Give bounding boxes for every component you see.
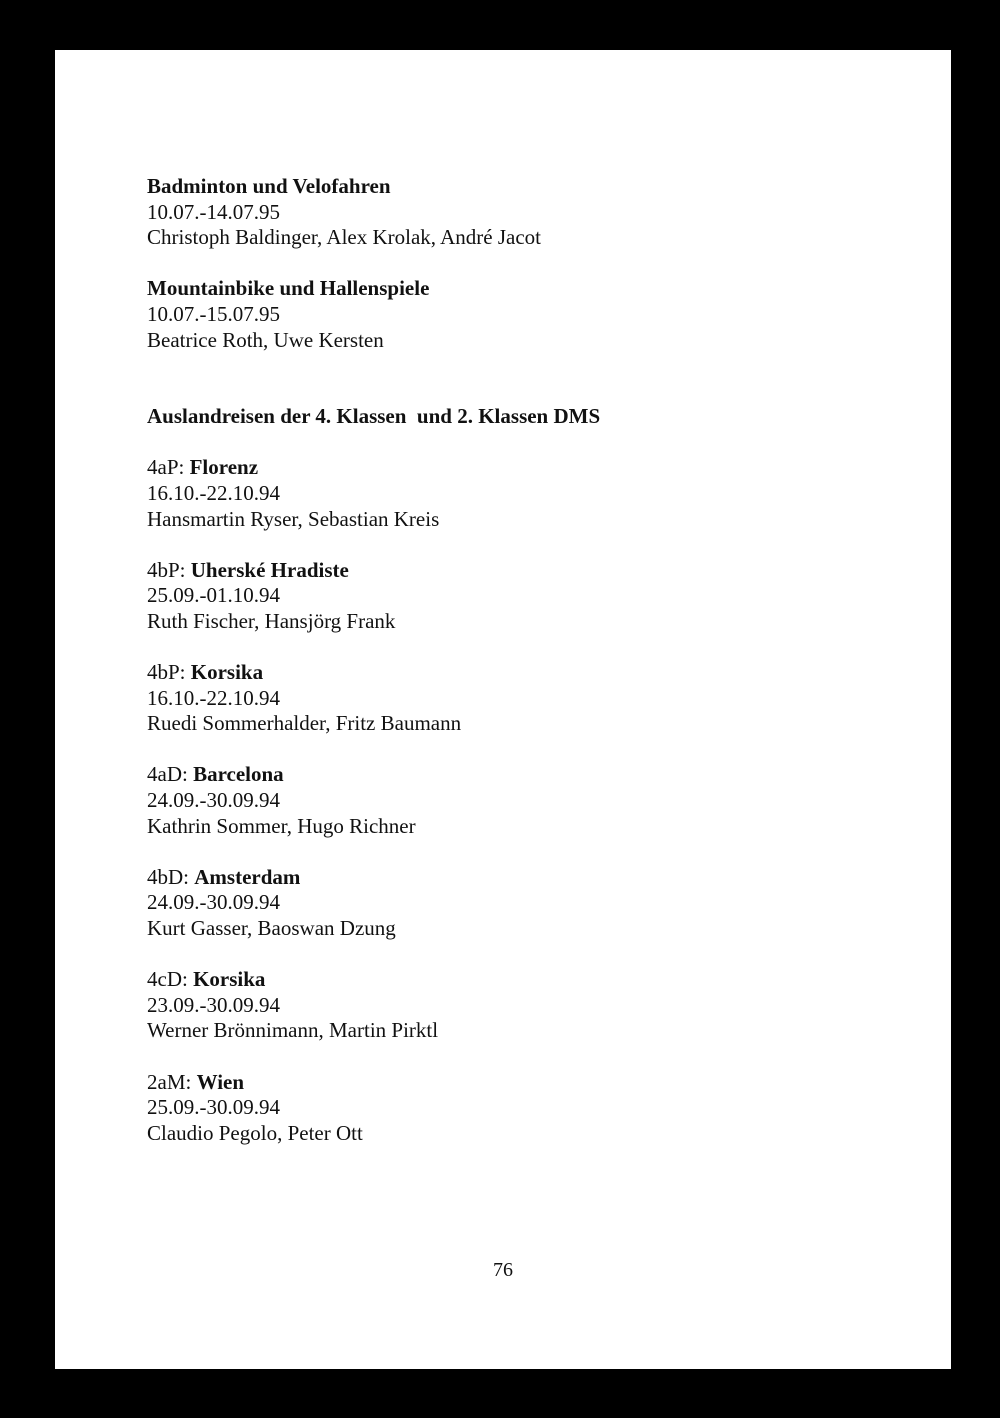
trip-entry xyxy=(147,865,927,942)
trip-dates: 16.10.-22.10.94 xyxy=(147,685,280,710)
trip-class: 4cD: xyxy=(147,967,188,992)
trip-class: 4bP: xyxy=(147,557,186,582)
trip-class: 4bD: xyxy=(147,864,189,889)
trip-entry xyxy=(147,1070,927,1147)
page-content xyxy=(147,174,927,1146)
trip-entry xyxy=(147,455,927,532)
activity-title: Badminton und Velofahren xyxy=(147,174,391,198)
activity-people: Beatrice Roth, Uwe Kersten xyxy=(147,327,384,352)
trip-entry xyxy=(147,660,927,737)
document-page xyxy=(55,50,951,1369)
activity-title: Mountainbike und Hallenspiele xyxy=(147,276,430,301)
trip-people: Kurt Gasser, Baoswan Dzung xyxy=(147,916,396,941)
activity-entry xyxy=(147,174,927,251)
trip-destination: Florenz xyxy=(189,455,259,480)
trip-dates: 25.09.-30.09.94 xyxy=(147,1095,280,1120)
trip-dates: 24.09.-30.09.94 xyxy=(147,890,280,915)
trip-class: 4aD: xyxy=(147,762,188,787)
trip-class: 4aP: xyxy=(147,455,185,480)
trip-people: Werner Brönnimann, Martin Pirktl xyxy=(147,1018,439,1043)
trip-entry xyxy=(147,762,927,839)
page-number: 76 xyxy=(493,1259,513,1281)
activity-dates: 10.07.-15.07.95 xyxy=(147,301,280,326)
section-heading: Auslandreisen der 4. Klassen und 2. Klassen DMS xyxy=(147,404,601,429)
trip-people: Ruedi Sommerhalder, Fritz Baumann xyxy=(147,711,462,736)
trip-destination: Korsika xyxy=(190,660,264,685)
trip-destination: Wien xyxy=(196,1069,245,1094)
activity-dates: 10.07.-14.07.95 xyxy=(147,199,280,224)
trip-dates: 16.10.-22.10.94 xyxy=(147,480,280,505)
trip-destination: Korsika xyxy=(193,967,266,992)
trip-people: Hansmartin Ryser, Sebastian Kreis xyxy=(147,506,440,531)
trip-class: 4bP: xyxy=(147,660,186,685)
trip-dates: 25.09.-01.10.94 xyxy=(147,583,280,608)
trip-people: Kathrin Sommer, Hugo Richner xyxy=(147,813,416,838)
trip-class: 2aM: xyxy=(147,1069,192,1094)
activity-entry xyxy=(147,276,927,353)
trip-destination: Uherské Hradiste xyxy=(190,557,349,582)
trip-dates: 23.09.-30.09.94 xyxy=(147,992,280,1017)
trip-entry xyxy=(147,558,927,635)
trip-people: Claudio Pegolo, Peter Ott xyxy=(147,1120,363,1145)
activity-people: Christoph Baldinger, Alex Krolak, André Jacot xyxy=(147,225,542,250)
trip-destination: Amsterdam xyxy=(194,864,301,889)
trip-destination: Barcelona xyxy=(193,762,284,787)
trip-people: Ruth Fischer, Hansjörg Frank xyxy=(147,608,396,633)
trip-dates: 24.09.-30.09.94 xyxy=(147,788,280,813)
trip-entry xyxy=(147,967,927,1044)
